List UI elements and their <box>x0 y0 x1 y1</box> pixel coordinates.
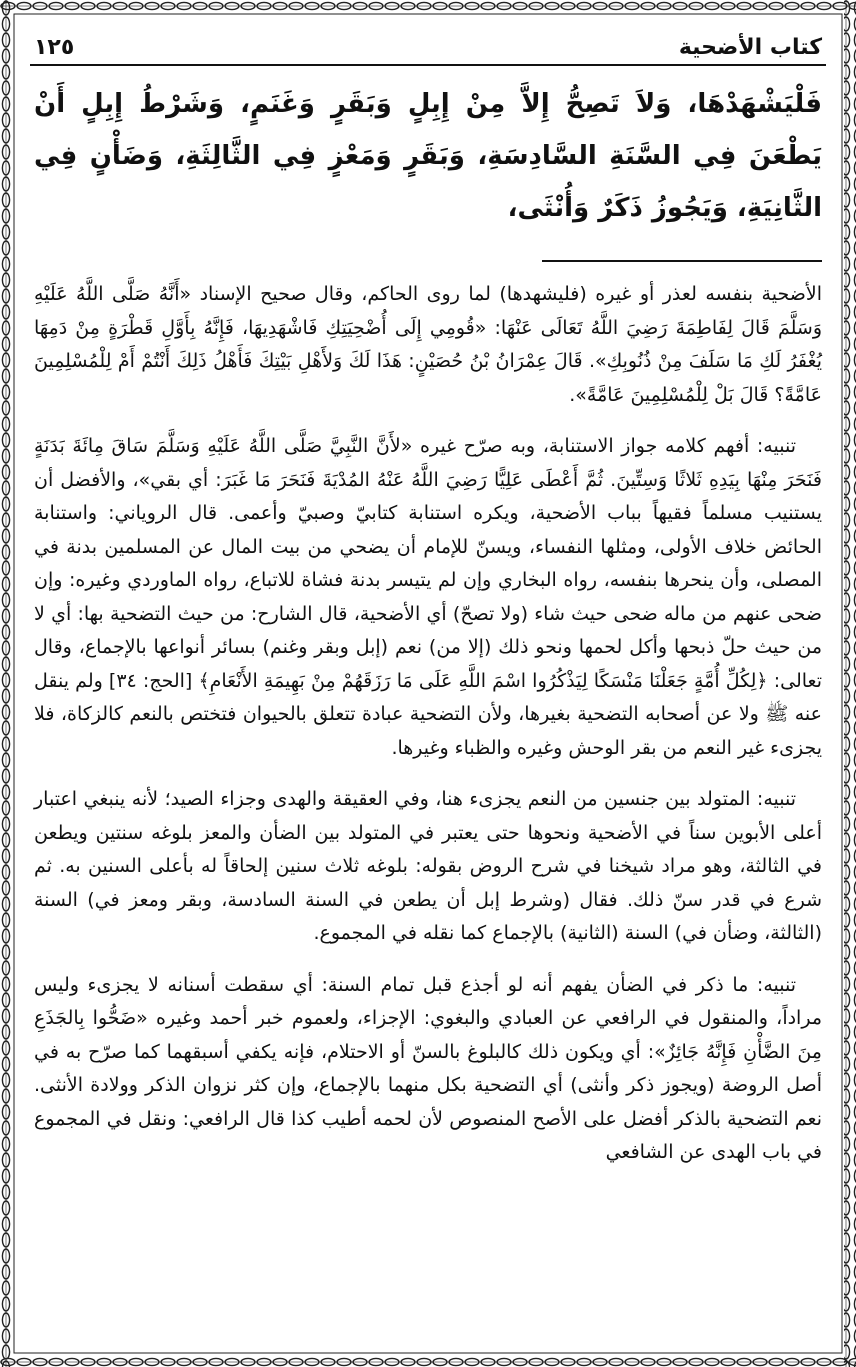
commentary <box>30 278 826 1170</box>
commentary-paragraph: الأضحية بنفسه لعذر أو غيره (فليشهدها) لما روى الحاكم، وقال صحيح الإسناد «أَنَّهُ صَلَّى اللَّهُ عَلَيْهِ وَسَلَّمَ قَالَ لِفَاطِمَةَ رَضِيَ اللَّهُ تَعَالَى عَنْهَا: «قُومِي إِلَى أُضْحِيَتِكِ فَاشْهَدِيهَا، فَإِنَّهُ بِأَوَّلِ قَطْرَةٍ مِنْ دَمِهَا يُغْفَرُ لَكِ مَا سَلَفَ مِنْ ذُنُوبِكِ». قَالَ عِمْرَانُ بْنُ حُصَيْنٍ: هَذَا لَكَ وَلأَهْلِ بَيْتِكَ فَأَهْلُ ذَلِكَ أَنْتُمْ أَمْ لِلْمُسْلِمِينَ عَامَّةً؟ قَالَ بَلْ لِلْمُسْلِمِينَ عَامَّةً». <box>34 283 822 406</box>
page-header <box>30 24 826 66</box>
book-title: كتاب الأضحية <box>678 35 822 60</box>
commentary-paragraph: تنبيه: أفهم كلامه جواز الاستنابة، وبه صرّح غيره «لأَنَّ النَّبِيَّ صَلَّى اللَّهُ عَلَيْهِ وَسَلَّمَ سَاقَ مِائَةَ بَدَنَةٍ فَنَحَرَ مِنْهَا بِيَدِهِ ثَلاثًا وَسِتِّينَ. ثُمَّ أَعْطَى عَلِيًّا رَضِيَ اللَّهُ عَنْهُ المُدْيَةَ فَنَحَرَ مَا غَبَرَ: أي بقي»، والأفضل أن يستنيب مسلماً فقيهاً بباب الأضحية، ويكره استنابة كتابيّ وصبيّ وأعمى. قال الروياني: واستنابة الحائض خلاف الأولى، ومثلها النفساء، ويسنّ للإمام أن يضحي من بيت المال عن المسلمين بدنة في المصلى، وأن ينحرها بنفسه، رواه البخاري وإن لم يتيسر بدنة فشاة للاتباع، رواه الماوردي وغيره: وإن ضحى عنهم من ماله ضحى حيث شاء (ولا تصحّ) أي الأضحية، قال الشارح: من حيث التضحية بها: أي لا من حيث حلّ ذبحها وأكل لحمها ونحو ذلك (إلا من) نعم (إبل وبقر وغنم) بسائر أنواعها بالإجماع، وقال تعالى: ﴿لِكُلِّ أُمَّةٍ جَعَلْنَا مَنْسَكًا لِيَذْكُرُوا اسْمَ اللَّهِ عَلَى مَا رَزَقَهُمْ مِنْ بَهِيمَةِ الأَنْعَامِ﴾ [الحج: ٣٤] ولم ينقل عنه ﷺ ولا عن أصحابه التضحية بغيرها، ولأن التضحية عبادة تتعلق بالحيوان فتختص بالنعم كالزكاة، فلا يجزىء غير النعم من بقر الوحش وغيره والظباء وغيرها. <box>34 435 822 759</box>
commentary-paragraph: تنبيه: المتولد بين جنسين من النعم يجزىء هنا، وفي العقيقة والهدى وجزاء الصيد؛ لأنه ينبغي اعتبار أعلى الأبوين سناً في الأضحية ونحوها حتى يعتبر في المتولد بين الضأن والمعز بلوغه سنتين ويطعن في الثالثة، وهو مراد شيخنا في شرح الروض بقوله: بلوغه ثلاث سنين إلحاقاً له بأعلى السنين به. ثم شرع في قدر سنّ ذلك. فقال (وشرط إبل أن يطعن في السنة السادسة، وبقر ومعز في) السنة (الثالثة، وضأن في) السنة (الثانية) بالإجماع كما نقله في المجموع. <box>34 788 822 944</box>
book-page <box>30 24 826 1341</box>
page-number: ١٢٥ <box>34 35 75 60</box>
main-text: فَلْيَشْهَدْهَا، وَلاَ تَصِحُّ إِلاَّ مِنْ إِبِلٍ وَبَقَرٍ وَغَنَمٍ، وَشَرْطُ إِبِلٍ أَنْ يَطْعَنَ فِي السَّنَةِ السَّادِسَةِ، وَبَقَرٍ وَمَعْزٍ فِي الثَّالِثَةِ، وَضَأْنٍ فِي الثَّانِيَةِ، وَيَجُوزُ ذَكَرٌ وَأُنْثَى، <box>34 89 822 223</box>
separator-line <box>542 260 822 262</box>
commentary-paragraph: تنبيه: ما ذكر في الضأن يفهم أنه لو أجذع قبل تمام السنة: أي سقطت أسنانه لا يجزىء وليس مراداً، والمنقول في الرافعي عن العبادي والبغوي: الإجزاء، ولعموم خبر أحمد وغيره «ضَحُّوا بِالجَذَعِ مِنَ الضَّأْنِ فَإِنَّهُ جَائِزٌ»: أي ويكون ذلك كالبلوغ بالسنّ أو الاحتلام، فإنه يكفي أسبقهما كما صرّح به في أصل الروضة (ويجوز ذكر وأنثى) أي التضحية بكل منهما بالإجماع، وإن كثر نزوان الذكر وولادة الأنثى. نعم التضحية بالذكر أفضل على الأصح المنصوص لأن لحمه أطيب كذا قال الرافعي: ونقل في المجموع في باب الهدى عن الشافعي <box>34 973 822 1163</box>
